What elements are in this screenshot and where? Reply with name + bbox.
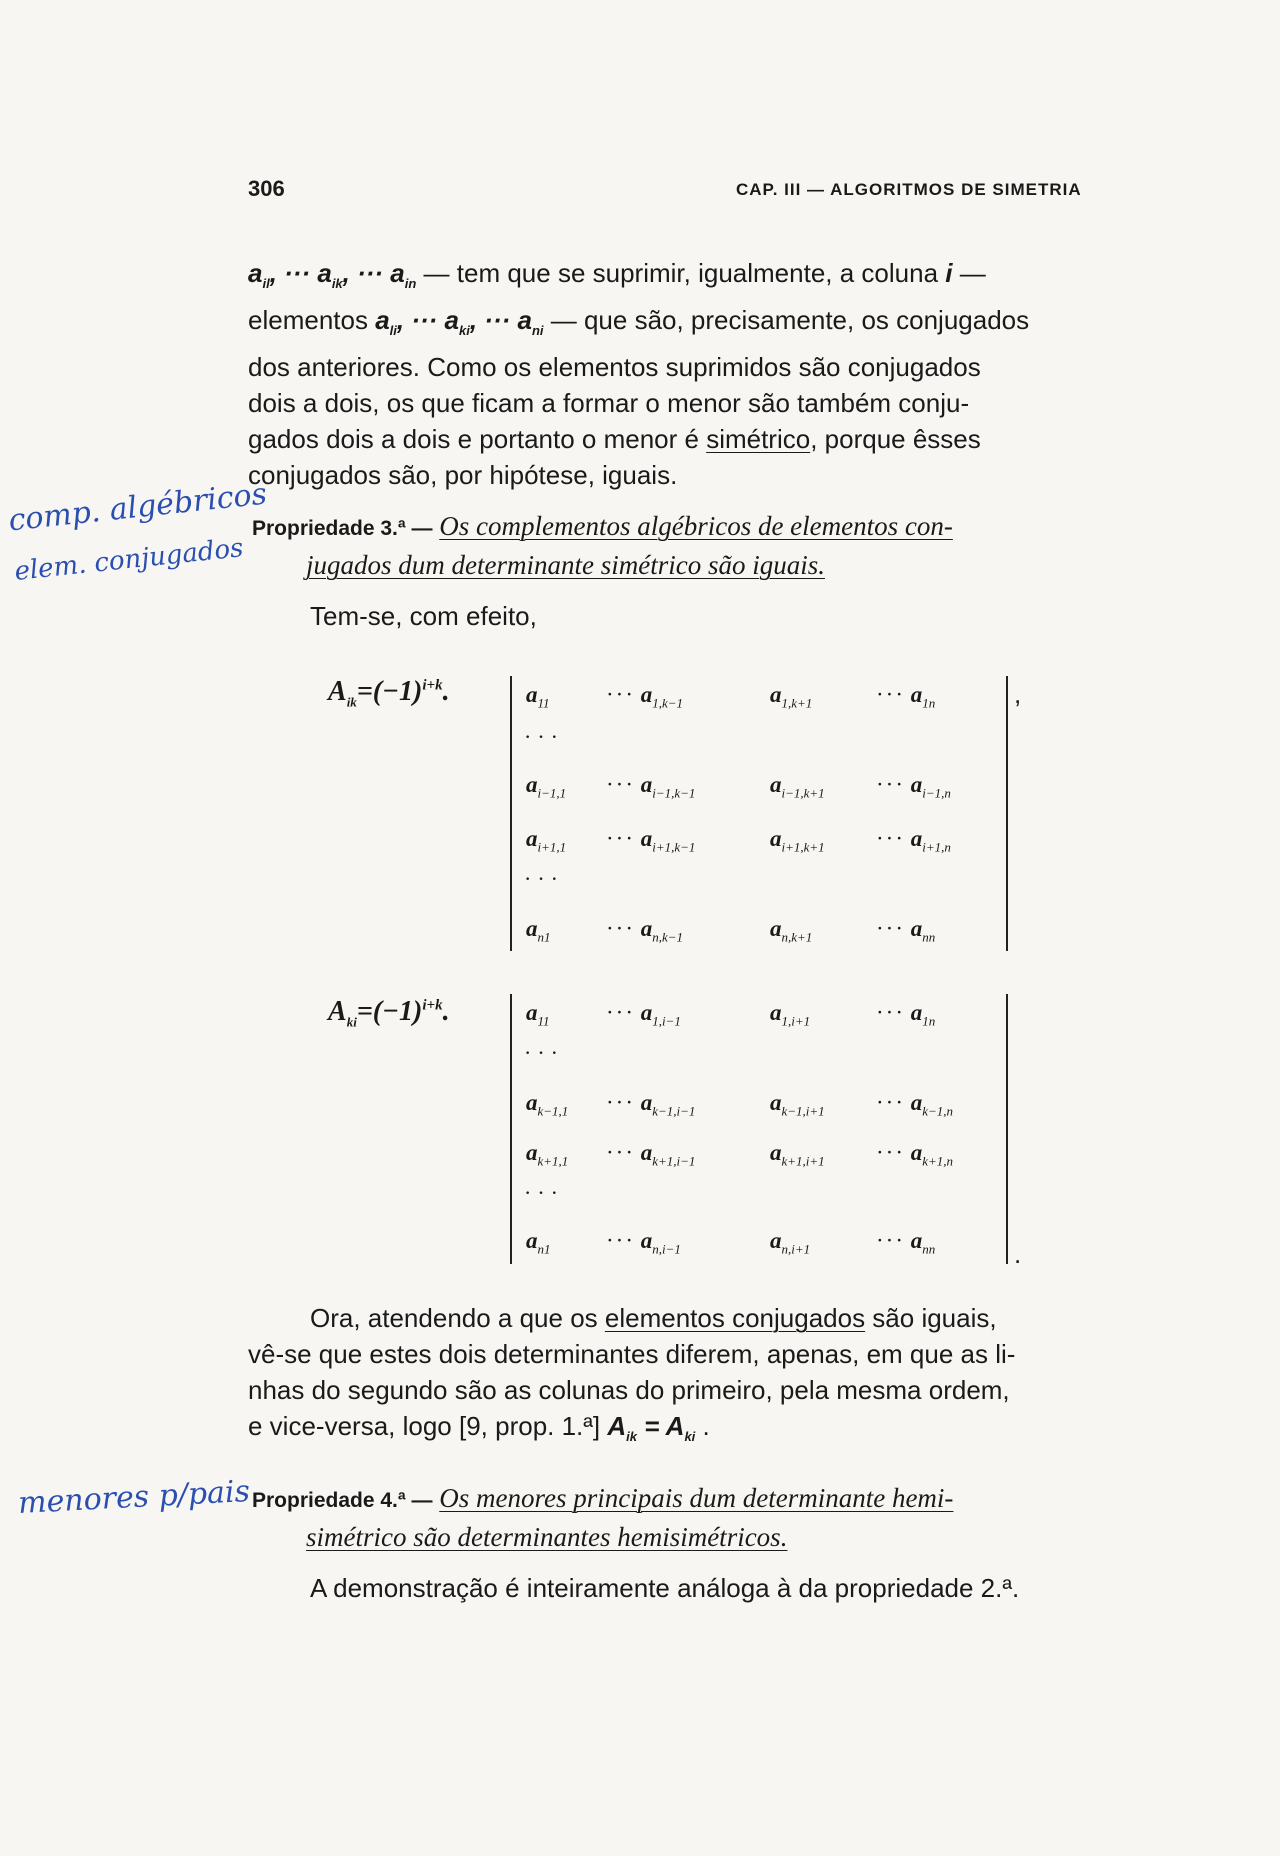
det1-cell: $a_{i+1,k+1}$ — [770, 826, 825, 855]
det1-lhs: $A_{ik}=(-1)^{i+k}$. — [328, 676, 450, 710]
det1-ellipsis: ··· — [524, 866, 564, 891]
det2-trailing: . — [1014, 1239, 1022, 1269]
det1-cell: ··· $a_{i+1,k-1}$ — [606, 826, 696, 855]
margin-note-line-1: comp. algébricos — [6, 476, 269, 539]
det2-cell: ··· $a_{k-1,n}$ — [876, 1090, 954, 1119]
det2-cell: ··· $a_{1,i-1}$ — [606, 1000, 681, 1029]
para2-line-4: e vice-versa, logo [9, prop. 1.ª] $A_{ik} = A_{ki}$ . — [248, 1411, 710, 1445]
para1-line-1: $a_{il}$, ··· $a_{ik}$, ··· $a_{in}$ — tem que se suprimir, igualmente, a coluna i — — [248, 258, 986, 292]
para1-line-3: dos anteriores. Como os elementos suprimidos são conjugados — [248, 352, 981, 383]
det2-cell: $a_{11}$ — [526, 1000, 550, 1029]
det2-cell: $a_{k+1,1}$ — [526, 1140, 569, 1169]
det1-cell: ··· $a_{i+1,n}$ — [876, 826, 951, 855]
det1-cell: ··· $a_{i-1,n}$ — [876, 772, 951, 801]
para1-line-6: conjugados são, por hipótese, iguais. — [248, 460, 678, 491]
det1-cell: $a_{1,k+1}$ — [770, 682, 813, 711]
det1-cell: $a_{i+1,1}$ — [526, 826, 567, 855]
det2-cell: ··· $a_{k+1,n}$ — [876, 1140, 954, 1169]
property-3-line-2 — [252, 547, 1112, 583]
det2-cell: $a_{k+1,i+1}$ — [770, 1140, 825, 1169]
paragraph-continuation — [248, 255, 1108, 493]
det2-cell: $a_{k-1,1}$ — [526, 1090, 569, 1119]
page-number: 306 — [248, 176, 285, 201]
with-effect-text: Tem-se, com efeito, — [310, 601, 537, 631]
det2-ellipsis: ··· — [524, 1180, 564, 1205]
para1-line-4: dois a dois, os que ficam a formar o menor são também conju- — [248, 388, 970, 419]
property-3-statement-1: Os complementos algébricos de elementos con- — [439, 511, 953, 541]
det1-cell: $a_{n,k+1}$ — [770, 916, 813, 945]
det1-right-bar — [1006, 676, 1008, 951]
property-4-statement-2: simétrico são determinantes hemisimétricos. — [306, 1522, 788, 1552]
property-4-statement-1: Os menores principais dum determinante hemi- — [439, 1483, 954, 1513]
demonstration-text: A demonstração é inteiramente análoga à da propriedade 2.ª. — [310, 1573, 1020, 1603]
margin-note-line-2: elem. conjugados — [13, 533, 245, 587]
det1-cell: ··· $a_{1n}$ — [876, 682, 936, 711]
det2-cell: ··· $a_{k-1,i-1}$ — [606, 1090, 696, 1119]
para1-line-5: gados dois a dois e portanto o menor é simétrico, porque êsses — [248, 424, 981, 455]
det2-left-bar — [510, 994, 512, 1264]
det2-cell: ··· $a_{1n}$ — [876, 1000, 936, 1029]
det2-ellipsis: ··· — [524, 1040, 564, 1065]
det1-trailing: , — [1014, 679, 1022, 709]
para2-line-2: vê-se que estes dois determinantes diferem, apenas, em que as li- — [248, 1339, 1016, 1369]
det2-cell: ··· $a_{n,i-1}$ — [606, 1228, 681, 1257]
det1-cell: $a_{i-1,1}$ — [526, 772, 567, 801]
det2-cell: ··· $a_{nn}$ — [876, 1228, 936, 1257]
property-4-line-2 — [252, 1519, 1112, 1555]
det2-lhs: $A_{ki}=(-1)^{i+k}$. — [328, 996, 450, 1030]
paragraph-conclusion — [248, 1300, 1128, 1455]
det2-right-bar — [1006, 994, 1008, 1264]
property-4 — [252, 1480, 1112, 1555]
property-3-heading: Propriedade 3.ª — — [252, 517, 433, 540]
det1-cell: ··· $a_{n,k-1}$ — [606, 916, 684, 945]
para2-line-1: Ora, atendendo a que os elementos conjugados são iguais, — [310, 1303, 997, 1333]
property-3-line-1 — [252, 508, 1112, 547]
running-title: CAP. III — ALGORITMOS DE SIMETRIA — [736, 180, 1082, 199]
det1-cell: $a_{n1}$ — [526, 916, 551, 945]
det1-cell: ··· $a_{i-1,k-1}$ — [606, 772, 696, 801]
det2-cell: $a_{n1}$ — [526, 1228, 551, 1257]
det2-cell: $a_{n,i+1}$ — [770, 1228, 811, 1257]
para1-line-2: elementos $a_{li}$, ··· $a_{ki}$, ··· $a_{ni}$ — que são, precisamente, os conjugados — [248, 305, 1030, 339]
margin-note-2: menores p/pais — [17, 1473, 251, 1522]
det1-ellipsis: ··· — [524, 724, 564, 749]
det1-left-bar — [510, 676, 512, 951]
property-4-heading: Propriedade 4.ª — — [252, 1489, 433, 1512]
det1-cell: $a_{11}$ — [526, 682, 550, 711]
property-4-line-1 — [252, 1480, 1112, 1519]
det1-cell: $a_{i-1,k+1}$ — [770, 772, 825, 801]
det2-cell: $a_{k-1,i+1}$ — [770, 1090, 825, 1119]
property-3 — [252, 508, 1112, 583]
property-3-statement-2: jugados dum determinante simétrico são iguais. — [306, 550, 825, 580]
det2-cell: $a_{1,i+1}$ — [770, 1000, 811, 1029]
det2-cell: ··· $a_{k+1,i-1}$ — [606, 1140, 696, 1169]
para2-line-3: nhas do segundo são as colunas do primeiro, pela mesma ordem, — [248, 1375, 1010, 1405]
det1-cell: ··· $a_{1,k-1}$ — [606, 682, 684, 711]
det1-cell: ··· $a_{nn}$ — [876, 916, 936, 945]
